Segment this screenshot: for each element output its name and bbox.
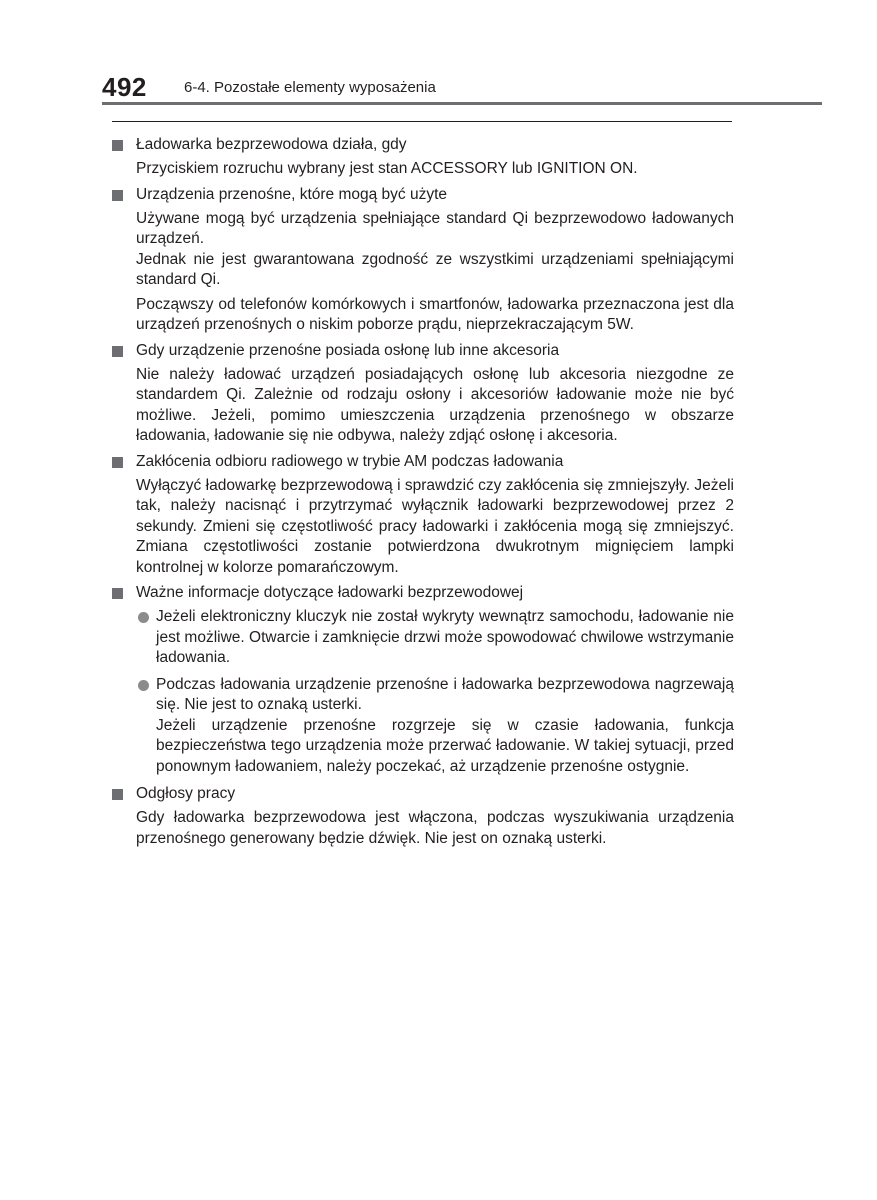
- section-am-interference: [112, 451, 734, 579]
- section-important-info: [112, 582, 734, 777]
- paragraph: Począwszy od telefonów komórkowych i smartfonów, ładowarka przeznaczona jest dla urządzeń przenośnych o niskim poborze prądu, nieprzekraczającym 5W.: [136, 295, 734, 333]
- section-title: Gdy urządzenie przenośne posiada osłonę lub inne akcesoria: [136, 341, 560, 359]
- section-divider: [112, 121, 732, 122]
- section-heading: [112, 134, 734, 156]
- square-bullet-icon: [112, 140, 123, 151]
- section-charger-active: [112, 134, 734, 180]
- section-heading: [112, 582, 734, 604]
- list-item: [112, 675, 734, 778]
- page-header: [102, 72, 822, 102]
- list-item-text: Podczas ładowania urządzenie przenośne i ładowarka bezprzewodowa nagrzewają się. Nie jest to oznaką usterki.: [156, 675, 734, 713]
- page-number: 492: [102, 72, 147, 102]
- section-compatible-devices: [112, 184, 734, 336]
- list-item: [112, 607, 734, 669]
- paragraph: Przyciskiem rozruchu wybrany jest stan ACCESSORY lub IGNITION ON.: [136, 160, 638, 177]
- circle-bullet-icon: [138, 680, 149, 691]
- section-cover-accessories: [112, 340, 734, 447]
- section-title: Odgłosy pracy: [136, 785, 236, 802]
- section-heading: [112, 451, 734, 473]
- section-heading: [112, 184, 734, 206]
- square-bullet-icon: [112, 190, 123, 201]
- section-heading: [112, 783, 734, 805]
- paragraph: Używane mogą być urządzenia spełniające standard Qi bezprzewodowo ładowanych urządzeń.: [136, 209, 734, 247]
- section-title: Ważne informacje dotyczące ładowarki bezprzewodowej: [136, 584, 524, 601]
- square-bullet-icon: [112, 457, 123, 468]
- paragraph: Nie należy ładować urządzeń posiadających osłonę lub akcesoria niezgodne ze standardem Qi. Zależnie od rodzaju osłony i akcesoriów ładowanie może nie być możliwe. Jeżeli, pomimo umieszczenia urządzenia przenośnego w obszarze ładowania, ładowanie się nie odbywa, należy zdjąć osłonę i akcesoria.: [136, 365, 734, 444]
- square-bullet-icon: [112, 789, 123, 800]
- header-rule: [102, 102, 822, 105]
- page-content: [112, 134, 734, 853]
- section-title: Urządzenia przenośne, które mogą być użyte: [136, 185, 448, 203]
- section-operating-sounds: [112, 783, 734, 849]
- list-item-text: Jeżeli elektroniczny kluczyk nie został wykryty wewnątrz samochodu, ładowanie nie jest możliwe. Otwarcie i zamknięcie drzwi może spowodować chwilowe wstrzymanie ładowania.: [156, 608, 734, 666]
- list-item-text: Jeżeli urządzenie przenośne rozgrzeje się w czasie ładowania, funkcja bezpieczeństwa tego urządzenia może przerwać ładowanie. W takiej sytuacji, przed ponownym ładowaniem, należy poczekać, aż urządzenie przenośne ostygnie.: [156, 716, 734, 775]
- section-title: Zakłócenia odbioru radiowego w trybie AM podczas ładowania: [136, 452, 564, 470]
- section-heading: [112, 340, 734, 362]
- paragraph: Gdy ładowarka bezprzewodowa jest włączona, podczas wyszukiwania urządzenia przenośnego generowany będzie dźwięk. Nie jest on oznaką usterki.: [136, 809, 734, 847]
- square-bullet-icon: [112, 346, 123, 357]
- paragraph: Wyłączyć ładowarkę bezprzewodową i sprawdzić czy zakłócenia się zmniejszyły. Jeżeli tak, należy nacisnąć i przytrzymać wyłącznik ładowarki bezprzewodowej przez 2 sekundy. Zmieni się częstotliwość pracy ładowarki i zakłócenia mogą się zmniejszyć. Zmiana częstotliwości zostanie potwierdzona dwukrotnym mignięciem lampki kontrolnej w kolorze pomarańczowym.: [136, 476, 734, 576]
- square-bullet-icon: [112, 588, 123, 599]
- paragraph: Jednak nie jest gwarantowana zgodność ze wszystkimi urządzeniami spełniającymi standard Qi.: [136, 250, 734, 288]
- section-title: Ładowarka bezprzewodowa działa, gdy: [136, 136, 407, 153]
- chapter-title: 6-4. Pozostałe elementy wyposażenia: [184, 79, 436, 96]
- circle-bullet-icon: [138, 612, 149, 623]
